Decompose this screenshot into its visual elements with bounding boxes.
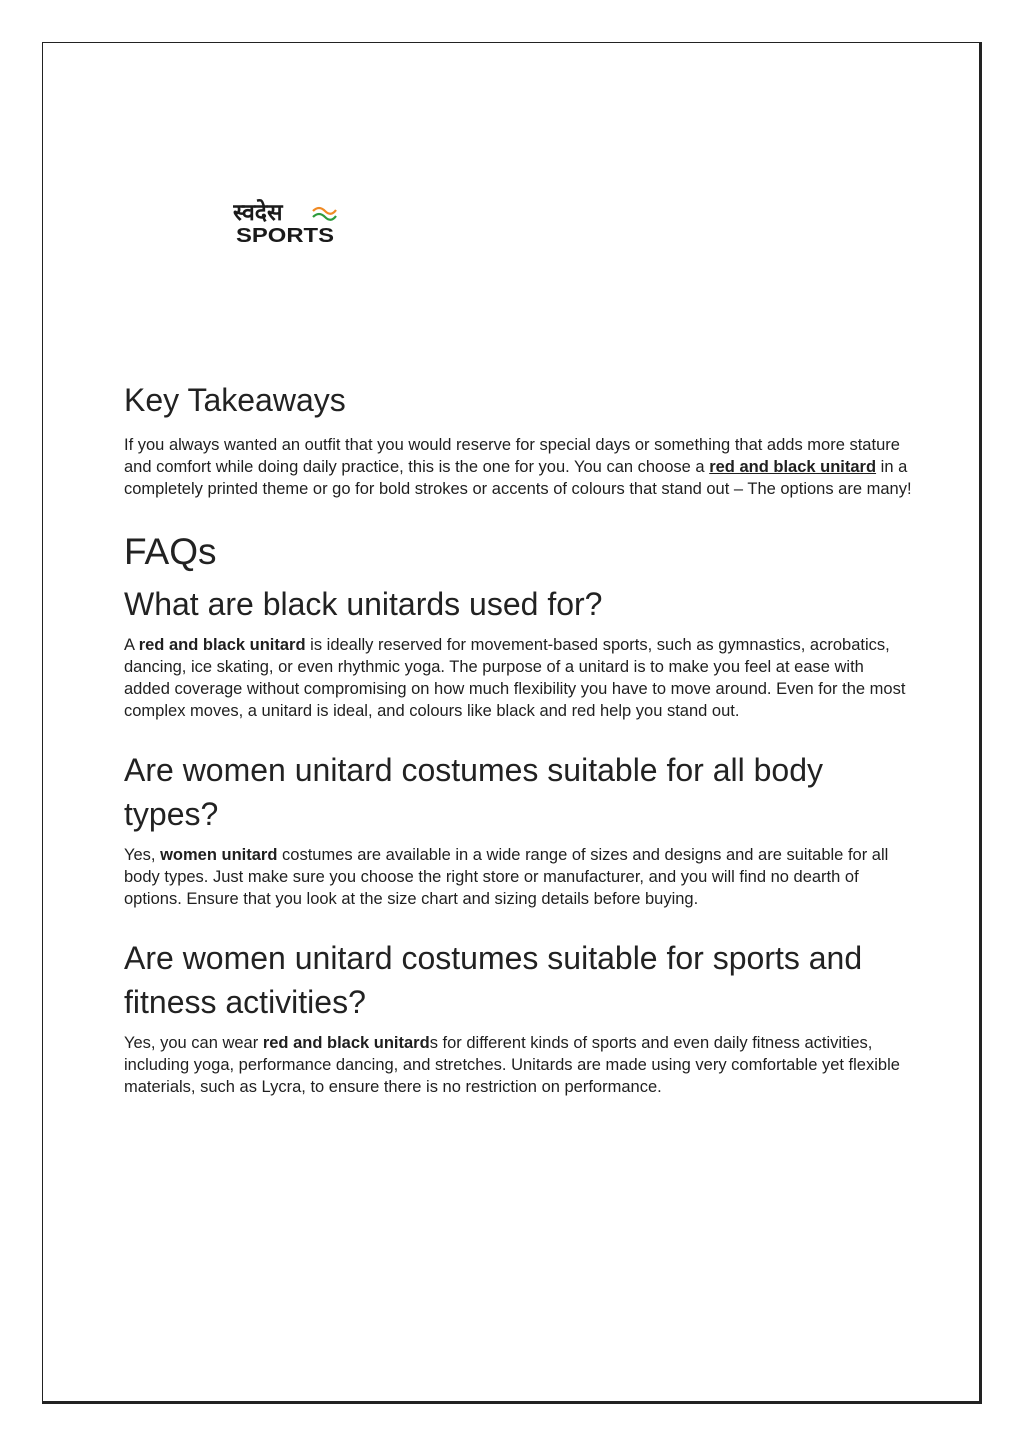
faq-answer-3-keyword: red and black unitard (262, 1034, 430, 1052)
flag-saffron-stroke (313, 208, 336, 214)
logo-word: SPORTS (236, 225, 334, 246)
key-takeaways-text-2: in a completely printed theme or go for bold strokes or accents of colours that stand out – The options are many! (124, 458, 912, 498)
key-takeaways-text-1: If you always wanted an outfit that you would reserve for special days or something that adds more stature and comfort while doing daily practice, this is the one for you. You can choose a (124, 436, 900, 476)
flag-green-stroke (313, 214, 336, 220)
red-and-black-unitard-link[interactable]: red and black unitard (709, 458, 877, 476)
key-takeaways-heading: Key Takeaways (124, 382, 346, 418)
faq-question-3: Are women unitard costumes suitable for sports and fitness activities? (124, 940, 863, 1020)
faqs-heading: FAQs (124, 531, 217, 572)
article-content (124, 380, 914, 1098)
faq-answer-2 (124, 844, 914, 910)
faq-answer-3-prefix: Yes, you can wear (124, 1034, 263, 1052)
swades-sports-logo (233, 196, 337, 246)
faq-answer-2-keyword: women unitard (160, 846, 278, 864)
faq-answer-3-text: s for different kinds of sports and even daily fitness activities, including yoga, performance dancing, and stretches. Unitards are made using very comfortable yet flexible materials, such as Lycra, to ensure there is no restriction on performance. (124, 1034, 900, 1096)
key-takeaways-paragraph (124, 434, 914, 500)
faq-answer-1-keyword: red and black unitard (138, 636, 306, 654)
faq-answer-1-prefix: A (124, 636, 139, 654)
faq-answer-3 (124, 1032, 914, 1098)
logo-script-text: स्वदेस (233, 200, 283, 226)
faq-answer-1-text: is ideally reserved for movement-based sports, such as gymnastics, acrobatics, dancing, ice skating, or even rhythmic yoga. The purpose of a unitard is to make you feel at ease with added coverage without compromising on how much flexibility you have to move around. Even for the most complex moves, a unitard is ideal, and colours like black and red help you stand out. (124, 636, 906, 720)
faq-question-1: What are black unitards used for? (124, 586, 603, 622)
faq-answer-2-prefix: Yes, (124, 846, 161, 864)
faq-answer-1 (124, 634, 914, 722)
faq-answer-2-text: costumes are available in a wide range of sizes and designs and are suitable for all body types. Just make sure you choose the right store or manufacturer, and you will find no dearth of options. Ensure that you look at the size chart and sizing details before buying. (124, 846, 889, 908)
faq-question-2: Are women unitard costumes suitable for all body types? (124, 752, 824, 832)
